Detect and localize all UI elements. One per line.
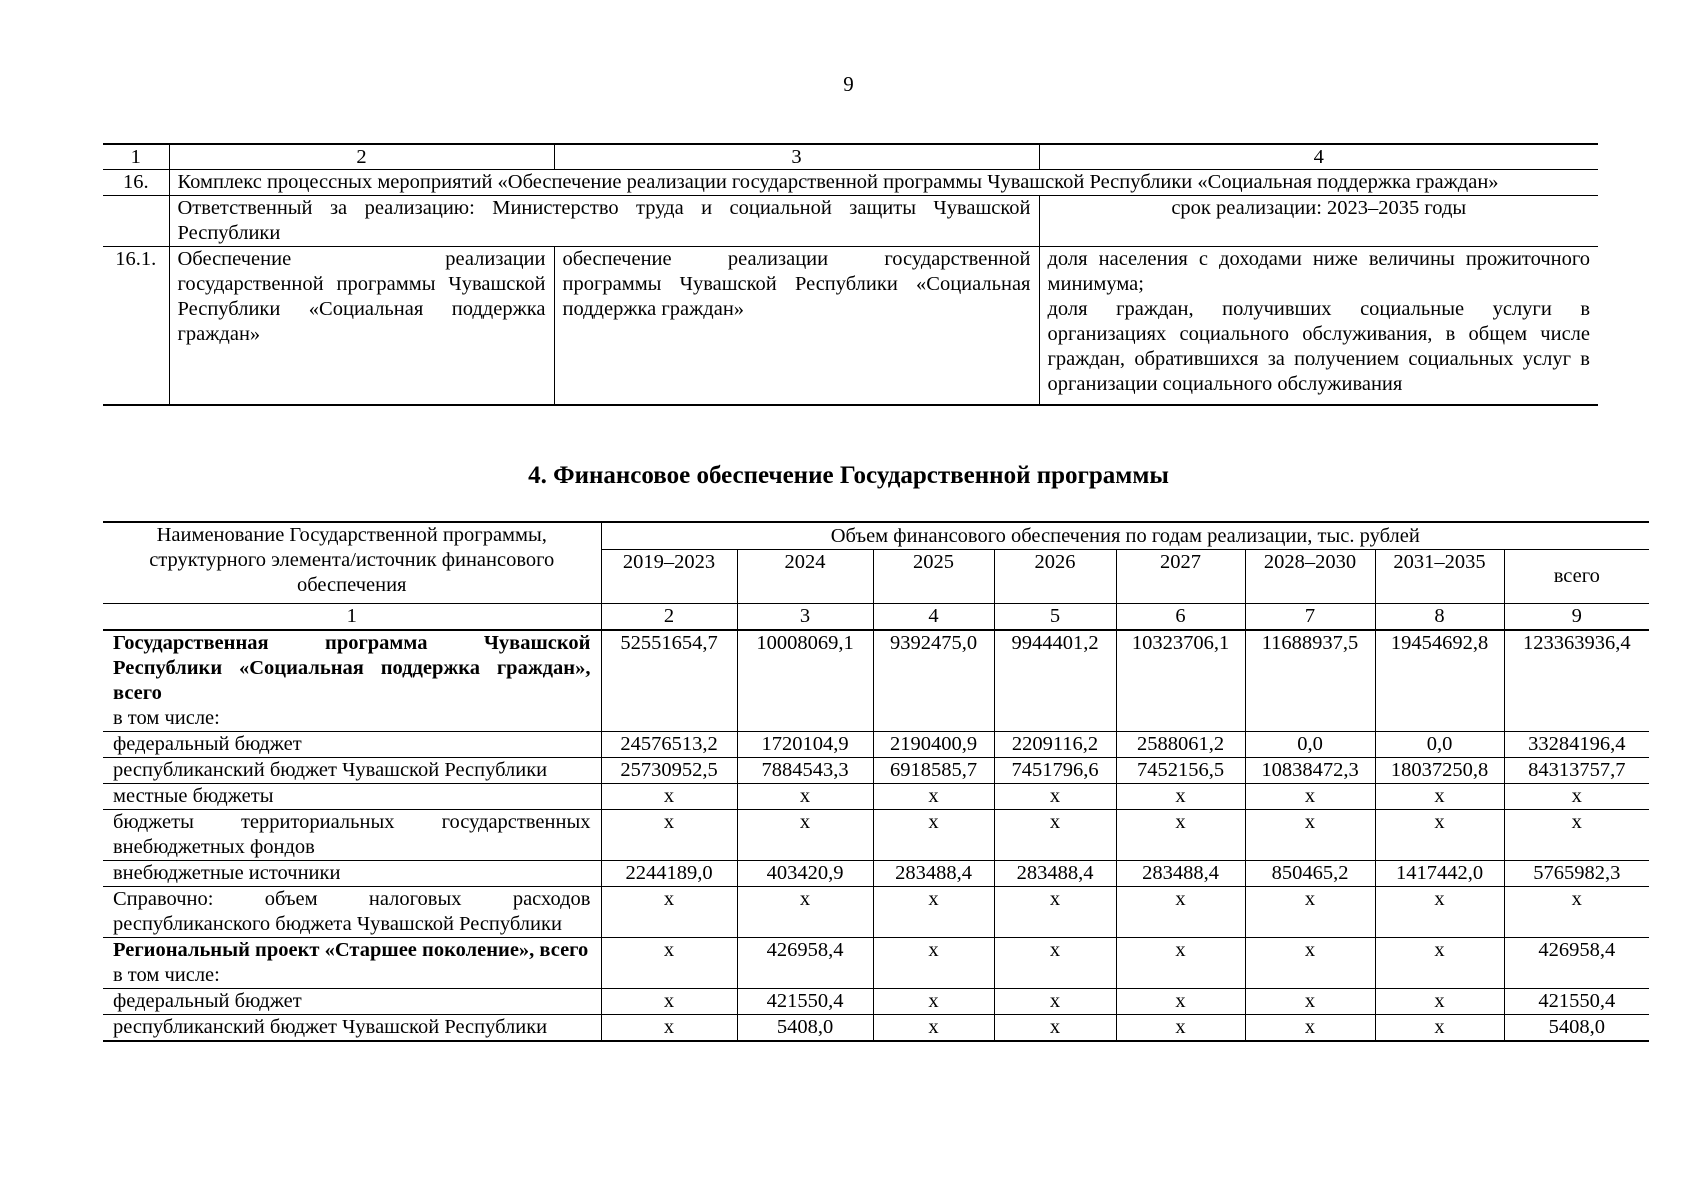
value-cell: 9392475,0 — [873, 630, 994, 732]
table-row — [103, 1015, 1649, 1042]
year-header: 2024 — [737, 550, 873, 604]
header-volume-cell: Объем финансового обеспечения по годам реализации, тыс. рублей — [601, 522, 1649, 550]
value-cell: х — [994, 784, 1116, 810]
year-header: 2031–2035 — [1375, 550, 1504, 604]
value-cell: 10838472,3 — [1245, 758, 1375, 784]
value-cell: х — [737, 784, 873, 810]
value-cell: 5408,0 — [1504, 1015, 1649, 1042]
column-number: 1 — [103, 604, 601, 631]
row-name — [103, 938, 601, 989]
complex-title: Комплекс процессных мероприятий «Обеспечение реализации государственной программы Чувашской Республики «Социальная поддержка граждан» — [169, 170, 1598, 196]
value-cell: 283488,4 — [873, 861, 994, 887]
column-number: 7 — [1245, 604, 1375, 631]
value-cell: х — [873, 989, 994, 1015]
value-cell: 421550,4 — [1504, 989, 1649, 1015]
year-header: 2026 — [994, 550, 1116, 604]
value-cell: 18037250,8 — [1375, 758, 1504, 784]
value-cell: х — [873, 1015, 994, 1042]
indicator-text: доля населения с доходами ниже величины прожиточного минимума; — [1047, 248, 1590, 295]
value-cell: 10323706,1 — [1116, 630, 1245, 732]
value-cell: 52551654,7 — [601, 630, 737, 732]
table-row — [103, 630, 1649, 732]
empty-cell — [103, 196, 169, 247]
year-header: 2019–2023 — [601, 550, 737, 604]
table-row — [103, 758, 1649, 784]
value-cell: 6918585,7 — [873, 758, 994, 784]
row-name — [103, 861, 601, 887]
measure-indicators — [1039, 247, 1598, 405]
responsible-cell: Ответственный за реализацию: Министерство труда и социальной защиты Чувашской Республики — [169, 196, 1039, 247]
value-cell: 421550,4 — [737, 989, 873, 1015]
row-name-text: местные бюджеты — [113, 785, 274, 807]
value-cell: х — [994, 810, 1116, 861]
value-cell: х — [1504, 810, 1649, 861]
value-cell: х — [1116, 810, 1245, 861]
column-numbers-row — [103, 604, 1649, 631]
value-cell: 2244189,0 — [601, 861, 737, 887]
table-row — [103, 938, 1649, 989]
year-header: 2028–2030 — [1245, 550, 1375, 604]
value-cell: 0,0 — [1245, 732, 1375, 758]
measure-name: Обеспечение реализации государственной программы Чувашской Республики «Социальная поддержка граждан» — [169, 247, 554, 405]
value-cell: х — [601, 810, 737, 861]
row-number: 16.1. — [103, 247, 169, 405]
value-cell: 5408,0 — [737, 1015, 873, 1042]
row-name — [103, 784, 601, 810]
table-row — [103, 861, 1649, 887]
column-number: 9 — [1504, 604, 1649, 631]
column-number: 2 — [601, 604, 737, 631]
value-cell: х — [873, 784, 994, 810]
row-name — [103, 630, 601, 732]
value-cell: 5765982,3 — [1504, 861, 1649, 887]
table-row — [103, 732, 1649, 758]
table-row — [103, 170, 1598, 196]
section-title: 4. Финансовое обеспечение Государственной программы — [528, 462, 1169, 489]
row-number: 16. — [103, 170, 169, 196]
row-name-text: республиканский бюджет Чувашской Республики — [113, 759, 548, 781]
value-cell: х — [1245, 1015, 1375, 1042]
column-number: 6 — [1116, 604, 1245, 631]
value-cell: 33284196,4 — [1504, 732, 1649, 758]
value-cell: х — [1245, 887, 1375, 938]
column-number: 5 — [994, 604, 1116, 631]
value-cell: х — [1245, 938, 1375, 989]
value-cell: х — [1245, 989, 1375, 1015]
row-name-text: республиканский бюджет Чувашской Республики — [113, 1016, 548, 1038]
value-cell: х — [1116, 1015, 1245, 1042]
column-number: 3 — [737, 604, 873, 631]
value-cell: х — [994, 1015, 1116, 1042]
value-cell: 10008069,1 — [737, 630, 873, 732]
page-number: 9 — [843, 72, 854, 96]
column-number: 3 — [554, 144, 1039, 170]
value-cell: 7452156,5 — [1116, 758, 1245, 784]
term-cell: срок реализации: 2023–2035 годы — [1039, 196, 1598, 247]
column-number: 2 — [169, 144, 554, 170]
value-cell: х — [1116, 887, 1245, 938]
value-cell: 24576513,2 — [601, 732, 737, 758]
row-name-text: Справочно: объем налоговых расходов республиканского бюджета Чувашской Республики — [113, 888, 591, 935]
value-cell: х — [873, 810, 994, 861]
value-cell: 850465,2 — [1245, 861, 1375, 887]
value-cell: 19454692,8 — [1375, 630, 1504, 732]
column-number: 8 — [1375, 604, 1504, 631]
value-cell: х — [1116, 784, 1245, 810]
value-cell: х — [1375, 810, 1504, 861]
value-cell: х — [994, 989, 1116, 1015]
table-row — [103, 196, 1598, 247]
value-cell: х — [994, 887, 1116, 938]
value-cell: х — [1375, 989, 1504, 1015]
row-name — [103, 887, 601, 938]
year-header: 2027 — [1116, 550, 1245, 604]
row-name — [103, 989, 601, 1015]
value-cell: 7884543,3 — [737, 758, 873, 784]
value-cell: х — [601, 887, 737, 938]
row-subtext: в том числе: — [113, 707, 220, 729]
row-subtext: в том числе: — [113, 964, 220, 986]
value-cell: 403420,9 — [737, 861, 873, 887]
value-cell: 84313757,7 — [1504, 758, 1649, 784]
value-cell: 283488,4 — [1116, 861, 1245, 887]
value-cell: х — [601, 938, 737, 989]
value-cell: х — [1375, 887, 1504, 938]
table-row — [103, 247, 1598, 405]
value-cell: 426958,4 — [1504, 938, 1649, 989]
row-name-text: федеральный бюджет — [113, 990, 302, 1012]
value-cell: 426958,4 — [737, 938, 873, 989]
value-cell: х — [1375, 938, 1504, 989]
column-number: 4 — [1039, 144, 1598, 170]
value-cell: 7451796,6 — [994, 758, 1116, 784]
table-row — [103, 810, 1649, 861]
value-cell: 25730952,5 — [601, 758, 737, 784]
value-cell: х — [601, 989, 737, 1015]
value-cell: 1417442,0 — [1375, 861, 1504, 887]
value-cell: х — [1116, 989, 1245, 1015]
row-name — [103, 1015, 601, 1042]
column-number: 4 — [873, 604, 994, 631]
value-cell: х — [1375, 784, 1504, 810]
value-cell: х — [1245, 784, 1375, 810]
row-name-text: Региональный проект «Старшее поколение», всего — [113, 939, 589, 961]
value-cell: х — [601, 784, 737, 810]
value-cell: х — [737, 810, 873, 861]
indicator-text: доля граждан, получивших социальные услуги в организациях социального обслуживания, в общем числе граждан, обратившихся за получением социальных услуг в организации социального обслуживания — [1047, 298, 1590, 395]
row-name — [103, 758, 601, 784]
header-name-cell: Наименование Государственной программы, структурного элемента/источник финансового обеспечения — [103, 522, 601, 604]
year-header: всего — [1504, 550, 1649, 604]
table-row — [103, 784, 1649, 810]
value-cell: 2190400,9 — [873, 732, 994, 758]
measure-task: обеспечение реализации государственной программы Чувашской Республики «Социальная поддержка граждан» — [554, 247, 1039, 405]
value-cell: 1720104,9 — [737, 732, 873, 758]
row-name-text: Государственная программа Чувашской Республики «Социальная поддержка граждан», всего — [113, 632, 591, 704]
value-cell: 2209116,2 — [994, 732, 1116, 758]
value-cell: х — [601, 1015, 737, 1042]
year-header: 2025 — [873, 550, 994, 604]
value-cell: х — [873, 887, 994, 938]
measures-table — [103, 143, 1598, 406]
value-cell: х — [1116, 938, 1245, 989]
row-name-text: бюджеты территориальных государственных внебюджетных фондов — [113, 811, 591, 858]
value-cell: х — [994, 938, 1116, 989]
table-row — [103, 887, 1649, 938]
row-name-text: федеральный бюджет — [113, 733, 302, 755]
value-cell: х — [737, 887, 873, 938]
row-name — [103, 732, 601, 758]
row-name — [103, 810, 601, 861]
value-cell: х — [873, 938, 994, 989]
value-cell: 0,0 — [1375, 732, 1504, 758]
value-cell: х — [1504, 784, 1649, 810]
value-cell: 123363936,4 — [1504, 630, 1649, 732]
value-cell: 283488,4 — [994, 861, 1116, 887]
value-cell: х — [1504, 887, 1649, 938]
value-cell: х — [1245, 810, 1375, 861]
value-cell: 9944401,2 — [994, 630, 1116, 732]
table-row — [103, 989, 1649, 1015]
finance-header-row — [103, 522, 1649, 550]
value-cell: 11688937,5 — [1245, 630, 1375, 732]
finance-table — [103, 521, 1649, 1042]
row-name-text: внебюджетные источники — [113, 862, 341, 884]
value-cell: 2588061,2 — [1116, 732, 1245, 758]
value-cell: х — [1375, 1015, 1504, 1042]
column-number: 1 — [103, 144, 169, 170]
table-header-row — [103, 144, 1598, 170]
